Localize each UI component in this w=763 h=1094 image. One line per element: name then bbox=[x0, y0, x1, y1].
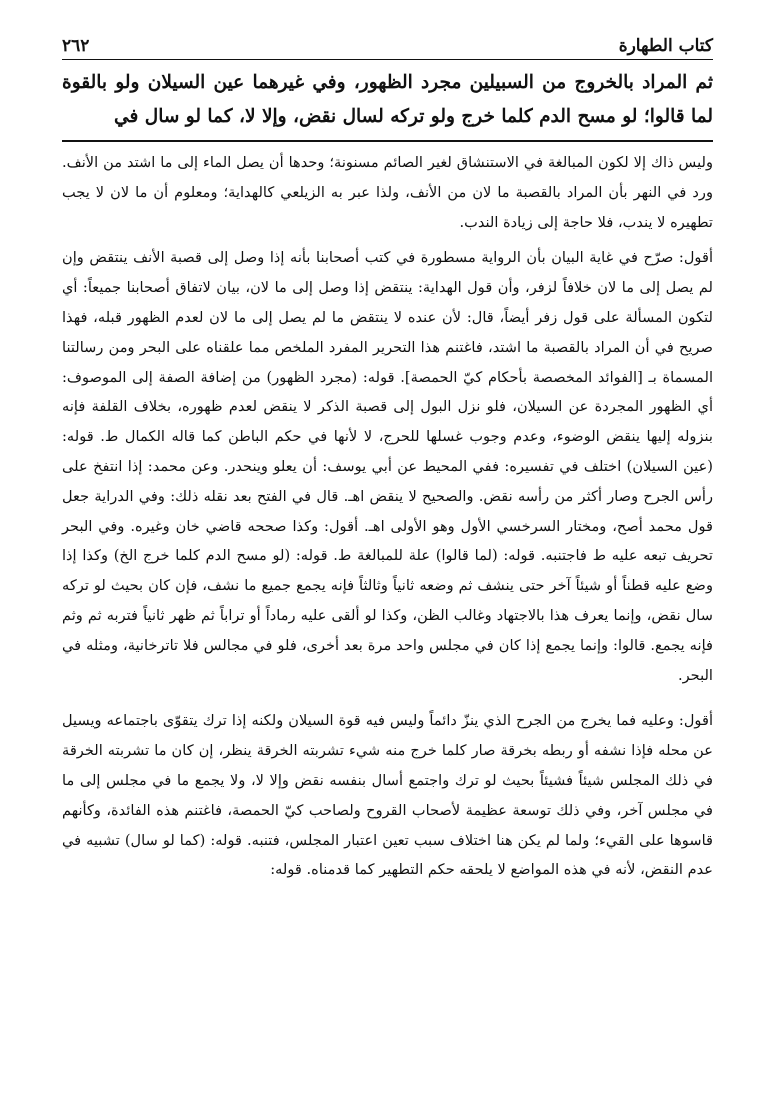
commentary-paragraph-3: أقول: وعليه فما يخرج من الجرح الذي ينزّ دائماً وليس فيه قوة السيلان ولكنه إذا ترك يتقوّى باجتماعه ويسيل عن محله فإذا نشفه أو ربطه بخرقة صار كلما خرج منه شيء تشربته الخرقة ينظر، إن كان ما تشربته الخرقة في ذلك المجلس شيئاً فشيئاً بحيث لو ترك واجتمع أسال بنفسه نقض وإلا لا، ولا يجمع ما في مجلس إلى ما في مجلس آخر، وفي ذلك توسعة عظيمة لأصحاب القروح ولصاحب كيّ الحمصة، فاغتنم هذه الفائدة، وكأنهم قاسوها على القيء؛ ولما لم يكن هنا اختلاف سبب تعين اعتبار المجلس، فتنبه. قوله: (كما لو سال) تشبيه في عدم النقض، لأنه في هذه المواضع لا يلحقه حكم التطهير كما قدمناه. قوله: bbox=[62, 712, 713, 879]
commentary-paragraph-1: وليس ذاك إلا لكون المبالغة في الاستنشاق لغير الصائم مسنونة؛ وحدها أن يصل الماء إلى ما اشتد من الأنف. ورد في النهر بأن المراد بالقصبة ما لان من الأنف، ولذا عبر به الزيلعي كالهداية؛ ومعلوم أن ما لان لا يجب تطهيره لا يندب، فلا حاجة إلى زيادة الندب. bbox=[62, 154, 713, 231]
main-text: ثم المراد بالخروج من السبيلين مجرد الظهور، وفي غيرهما عين السيلان ولو بالقوة لما قالوا؛ لو مسح الدم كلما خرج ولو تركه لسال نقض، وإلا لا، كما لو سال في bbox=[62, 66, 713, 142]
commentary-paragraph-2: أقول: صرّح في غاية البيان بأن الرواية مسطورة في كتب أصحابنا بأنه إذا وصل إلى قصبة الأنف ينتقض وإن لم يصل إلى ما لان خلافاً لزفر، وأن قول الهداية: ينتقض إذا وصل إلى ما لان، بيان لاتفاق أصحابنا جميعاً: أي لتكون المسألة على قول زفر أيضاً، قال: لأن عنده لا ينتقض ما لم يصل إلى ما لان لعدم الظهور قبله، فهذا صريح في أن المراد بالقصبة ما اشتد، فاغتنم هذا التحرير المفرد الملخص مما علقناه على البحر ومن رسالتنا المسماة بـ [الفوائد المخصصة بأحكام كيّ الحمصة]. قوله: (مجرد الظهور) من إضافة الصفة إلى الموصوف: أي الظهور المجردة عن السيلان، فلو نزل البول إلى قصبة الذكر لا ينقض لعدم ظهوره، بخلاف القلفة فإنه بنزوله إليها ينقض الوضوء، وعدم وجوب غسلها للحرج، لا لأنها في حكم الباطن كما قاله الكمال ط. قوله: (عين السيلان) اختلف في تفسيره: ففي المحيط عن أبي يوسف: أن يعلو وينحدر. وعن محمد: إذا انتفخ على رأس الجرح وصار أكثر من رأسه نقض. والصحيح لا ينقض اهـ. قال في الفتح بعد نقله ذلك: وفي الدراية جعل قول محمد أصح، ومختار السرخسي الأول وهو الأولى اهـ. أقول: وكذا صححه قاضي خان وغيره. وفي البحر تحريف تبعه عليه ط فاجتنبه. قوله: (لما قالوا) علة للمبالغة ط. قوله: (لو مسح الدم كلما خرج الخ) وكذا إذا وضع عليه قطناً أو شيئاً آخر حتى ينشف ثم وضعه ثانياً وثالثاً فإنه يجمع جميع ما نشف، فإن كان بحيث لو تركه سال نقض، وإنما يعرف هذا بالاجتهاد وغالب الظن، وكذا لو ألقى عليه رماداً أو تراباً ثم ظهر ثانياً فتربه ثم وثم فإنه يجمع. قالوا: وإنما يجمع إذا كان في مجلس واحد مرة بعد أخرى، فلو في مجالس فلا تاترخانية، ومثله في البحر. bbox=[62, 249, 713, 684]
page-header bbox=[62, 36, 713, 60]
book-title: كتاب الطهارة bbox=[618, 36, 713, 56]
page-number: ٢٦٢ bbox=[62, 36, 90, 56]
